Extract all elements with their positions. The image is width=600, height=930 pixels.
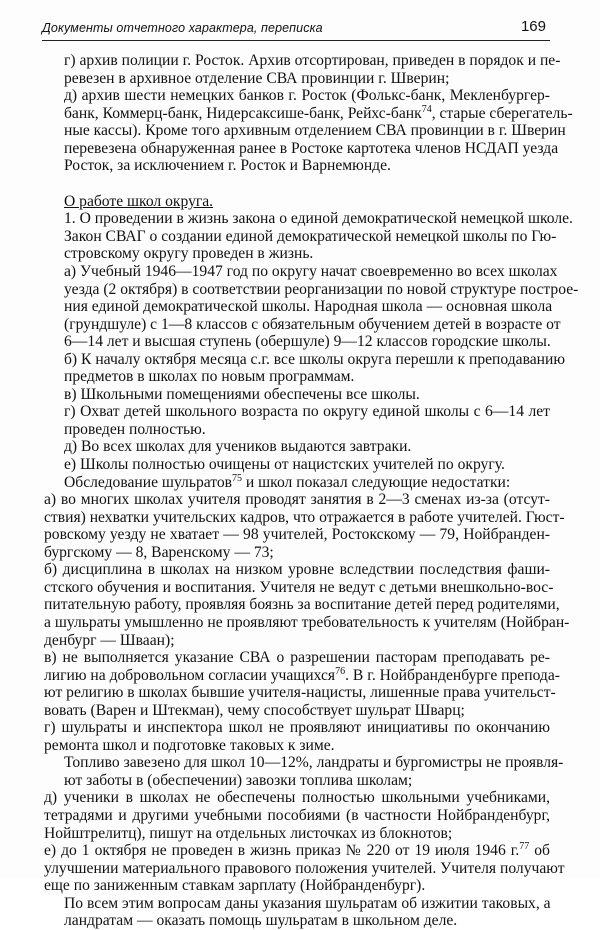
text-line: Нойштрелитц), пишут на отдельных листочках из блокнотов; <box>44 824 453 842</box>
footnote-ref-76: 76 <box>335 665 346 677</box>
text-line: питательную работу, проявляя боязнь за воспитание детей перед родителями, <box>44 596 560 614</box>
text-line: еще по заниженным ставкам зарплату (Нойбранденбург). <box>44 877 426 895</box>
section-title-block <box>44 193 550 211</box>
footnote-ref-75: 75 <box>232 472 243 484</box>
paragraph-deficiency-b <box>44 561 570 649</box>
text-line: перевезена обнаруженная ранее в Ростоке картотека членов НСДАП уезда <box>64 139 559 157</box>
text-line: ремонта школ и подготовке таковых к зиме. <box>44 736 335 754</box>
text-line: б) дисциплина в школах на низком уровне вследствии последствия фаши- <box>44 561 550 579</box>
text-line: проведен полностью. <box>64 420 206 438</box>
paragraph-item-a <box>44 263 579 351</box>
text-fragment: лигию на добровольном согласии учащихся <box>44 666 336 684</box>
text-fragment: е) до 1 октября не проведен в жизнь приказ № 220 от 19 июля 1946 г. <box>44 842 520 860</box>
paragraph-deficiency-d <box>44 789 550 842</box>
text-line: б) К началу октября месяца с.г. все школы округа перешли к преподаванию <box>64 350 566 368</box>
text-line <box>44 103 573 123</box>
section-title <box>44 193 550 211</box>
paragraph-item-1 <box>44 210 573 263</box>
text-line: бургскому — 8, Варенскому — 73; <box>44 543 274 561</box>
text-line: денбург — Шваан); <box>44 631 175 649</box>
text-line: стского обучения и воспитания. Учителя не ведут с детьми внешкольно-вос- <box>44 578 554 596</box>
text-line: тетрадями и другими учебными пособиями (в частности Нойбранденбург, <box>44 806 550 824</box>
paragraph-item-b <box>44 350 566 386</box>
text-line: г) архив полиции г. Росток. Архив отсортирован, приведен в порядок и пе- <box>64 52 561 69</box>
text-line <box>44 665 560 685</box>
document-body <box>44 52 579 930</box>
text-line: ландратам — оказать помощь шульратам в школьном деле. <box>64 912 458 930</box>
text-line: д) Во всех школах для учеников выдаются завтраки. <box>64 438 412 456</box>
text-line: в) Школьными помещениями обеспечены все школы. <box>64 385 420 403</box>
text-line: предметов в школах по новым программам. <box>64 368 355 386</box>
paragraph-police-archive <box>44 52 561 87</box>
text-line: д) ученики в школах не обеспечены полностью школьными учебниками, <box>44 789 550 807</box>
text-line: а шульраты умышленно не проявляют требовательность к учителям (Нойбран- <box>44 613 570 631</box>
text-line: ровскому уезду не хватает — 98 учителей, Ростокскому — 79, Нойбранден- <box>44 526 550 544</box>
text-line: Закон СВАГ о создании единой демократической немецкой школы по Гю- <box>64 227 557 245</box>
text-line: ствия) нехватки учительских кадров, что отражается в работе учителей. Гюст- <box>44 508 565 526</box>
text-fragment: и школ показал следующие недостатки: <box>242 473 511 491</box>
text-line: г) Охват детей школьного возраста по округу единой школы с 6—14 лет <box>64 403 550 421</box>
text-line: а) во многих школах учителя проводят занятия в 2—3 сменах из-за (отсут- <box>44 491 550 509</box>
text-line: (грундшуле) с 1—8 классов с обязательным обучением детей в возрасте от <box>64 315 561 333</box>
section-title-text: О работе школ округа. <box>64 192 214 210</box>
text-line: г) шульраты и инспектора школ не проявляют инициативы по окончанию <box>44 719 550 737</box>
page-number: 169 <box>520 18 546 35</box>
footnote-ref-74: 74 <box>421 103 432 115</box>
text-fragment: банк, Коммерц-банк, Нидерсаксише-банк, Рейхс-банк <box>64 104 422 122</box>
running-header <box>42 18 550 41</box>
text-line: улучшении материального правового положения учителей. Учителя получают <box>44 859 565 877</box>
paragraph-gap <box>44 175 550 193</box>
text-line: Росток, за исключением г. Росток и Варнемюнде. <box>64 157 391 175</box>
paragraph-item-d <box>44 438 550 456</box>
paragraph-deficiency-g <box>44 719 550 754</box>
text-line: По всем этим вопросам даны указания шульратам об изжитии таковых, а <box>64 894 551 912</box>
footnote-ref-77: 77 <box>519 841 530 853</box>
paragraph-item-e <box>44 456 550 474</box>
text-line: 1. О проведении в жизнь закона о единой демократической немецкой школе. <box>64 210 573 228</box>
paragraph-conclusion <box>44 895 550 930</box>
text-line: 6—14 лет и высшая ступень (обершуле) 9—12 классов городские школы. <box>64 333 551 351</box>
text-line: ют заботы в (обеспечении) завозки топлива школам; <box>64 771 413 789</box>
text-line: е) Школы полностью очищены от нацистских учителей по округу. <box>64 456 505 474</box>
text-line: стровскому округу проведен в жизнь. <box>64 245 314 263</box>
text-line: ные кассы). Кроме того архивным отделением СВА провинции в г. Шверин <box>64 122 566 140</box>
paragraph-survey <box>44 474 550 492</box>
text-line: уезда (2 октября) в соответствии реорганизации по новой структуре построе- <box>64 280 579 298</box>
text-fragment: . В г. Нойбранденбурге препода- <box>345 666 560 684</box>
paragraph-fuel <box>44 754 564 789</box>
paragraph-deficiency-a <box>44 491 565 561</box>
paragraph-bank-archive <box>44 87 573 175</box>
text-line: ют религию в школах бывшие учителя-нацисты, лишенные права учительст- <box>44 684 556 702</box>
paragraph-item-v <box>44 386 550 404</box>
paragraph-deficiency-v <box>44 649 560 719</box>
text-fragment: об <box>529 842 550 860</box>
text-fragment: , старые сберегатель- <box>431 104 573 122</box>
text-line: ния единой демократической школы. Народная школа — основная школа <box>64 298 553 316</box>
text-line: вовать (Варен и Штекман), чему способствует шульрат Шварц; <box>44 701 465 719</box>
text-fragment: Обследование шульратов <box>64 473 233 491</box>
running-header-title: Документы отчетного характера, переписка <box>42 21 323 35</box>
text-line: д) архив шести немецких банков г. Росток (Фолькс-банк, Мекленбургер- <box>64 87 550 105</box>
text-line <box>44 474 550 492</box>
text-line: ревезен в архивное отделение СВА провинции г. Шверин; <box>64 69 450 87</box>
text-line: в) не выполняется указание СВА о разрешении пасторам преподавать ре- <box>44 649 550 667</box>
text-line: а) Учебный 1946—1947 год по округу начат своевременно во всех школах <box>64 263 558 281</box>
text-line: Топливо завезено для школ 10—12%, ландраты и бургомистры не проявля- <box>64 754 564 772</box>
text-line <box>44 842 550 860</box>
paragraph-deficiency-e <box>44 841 565 895</box>
paragraph-item-g <box>44 403 550 438</box>
